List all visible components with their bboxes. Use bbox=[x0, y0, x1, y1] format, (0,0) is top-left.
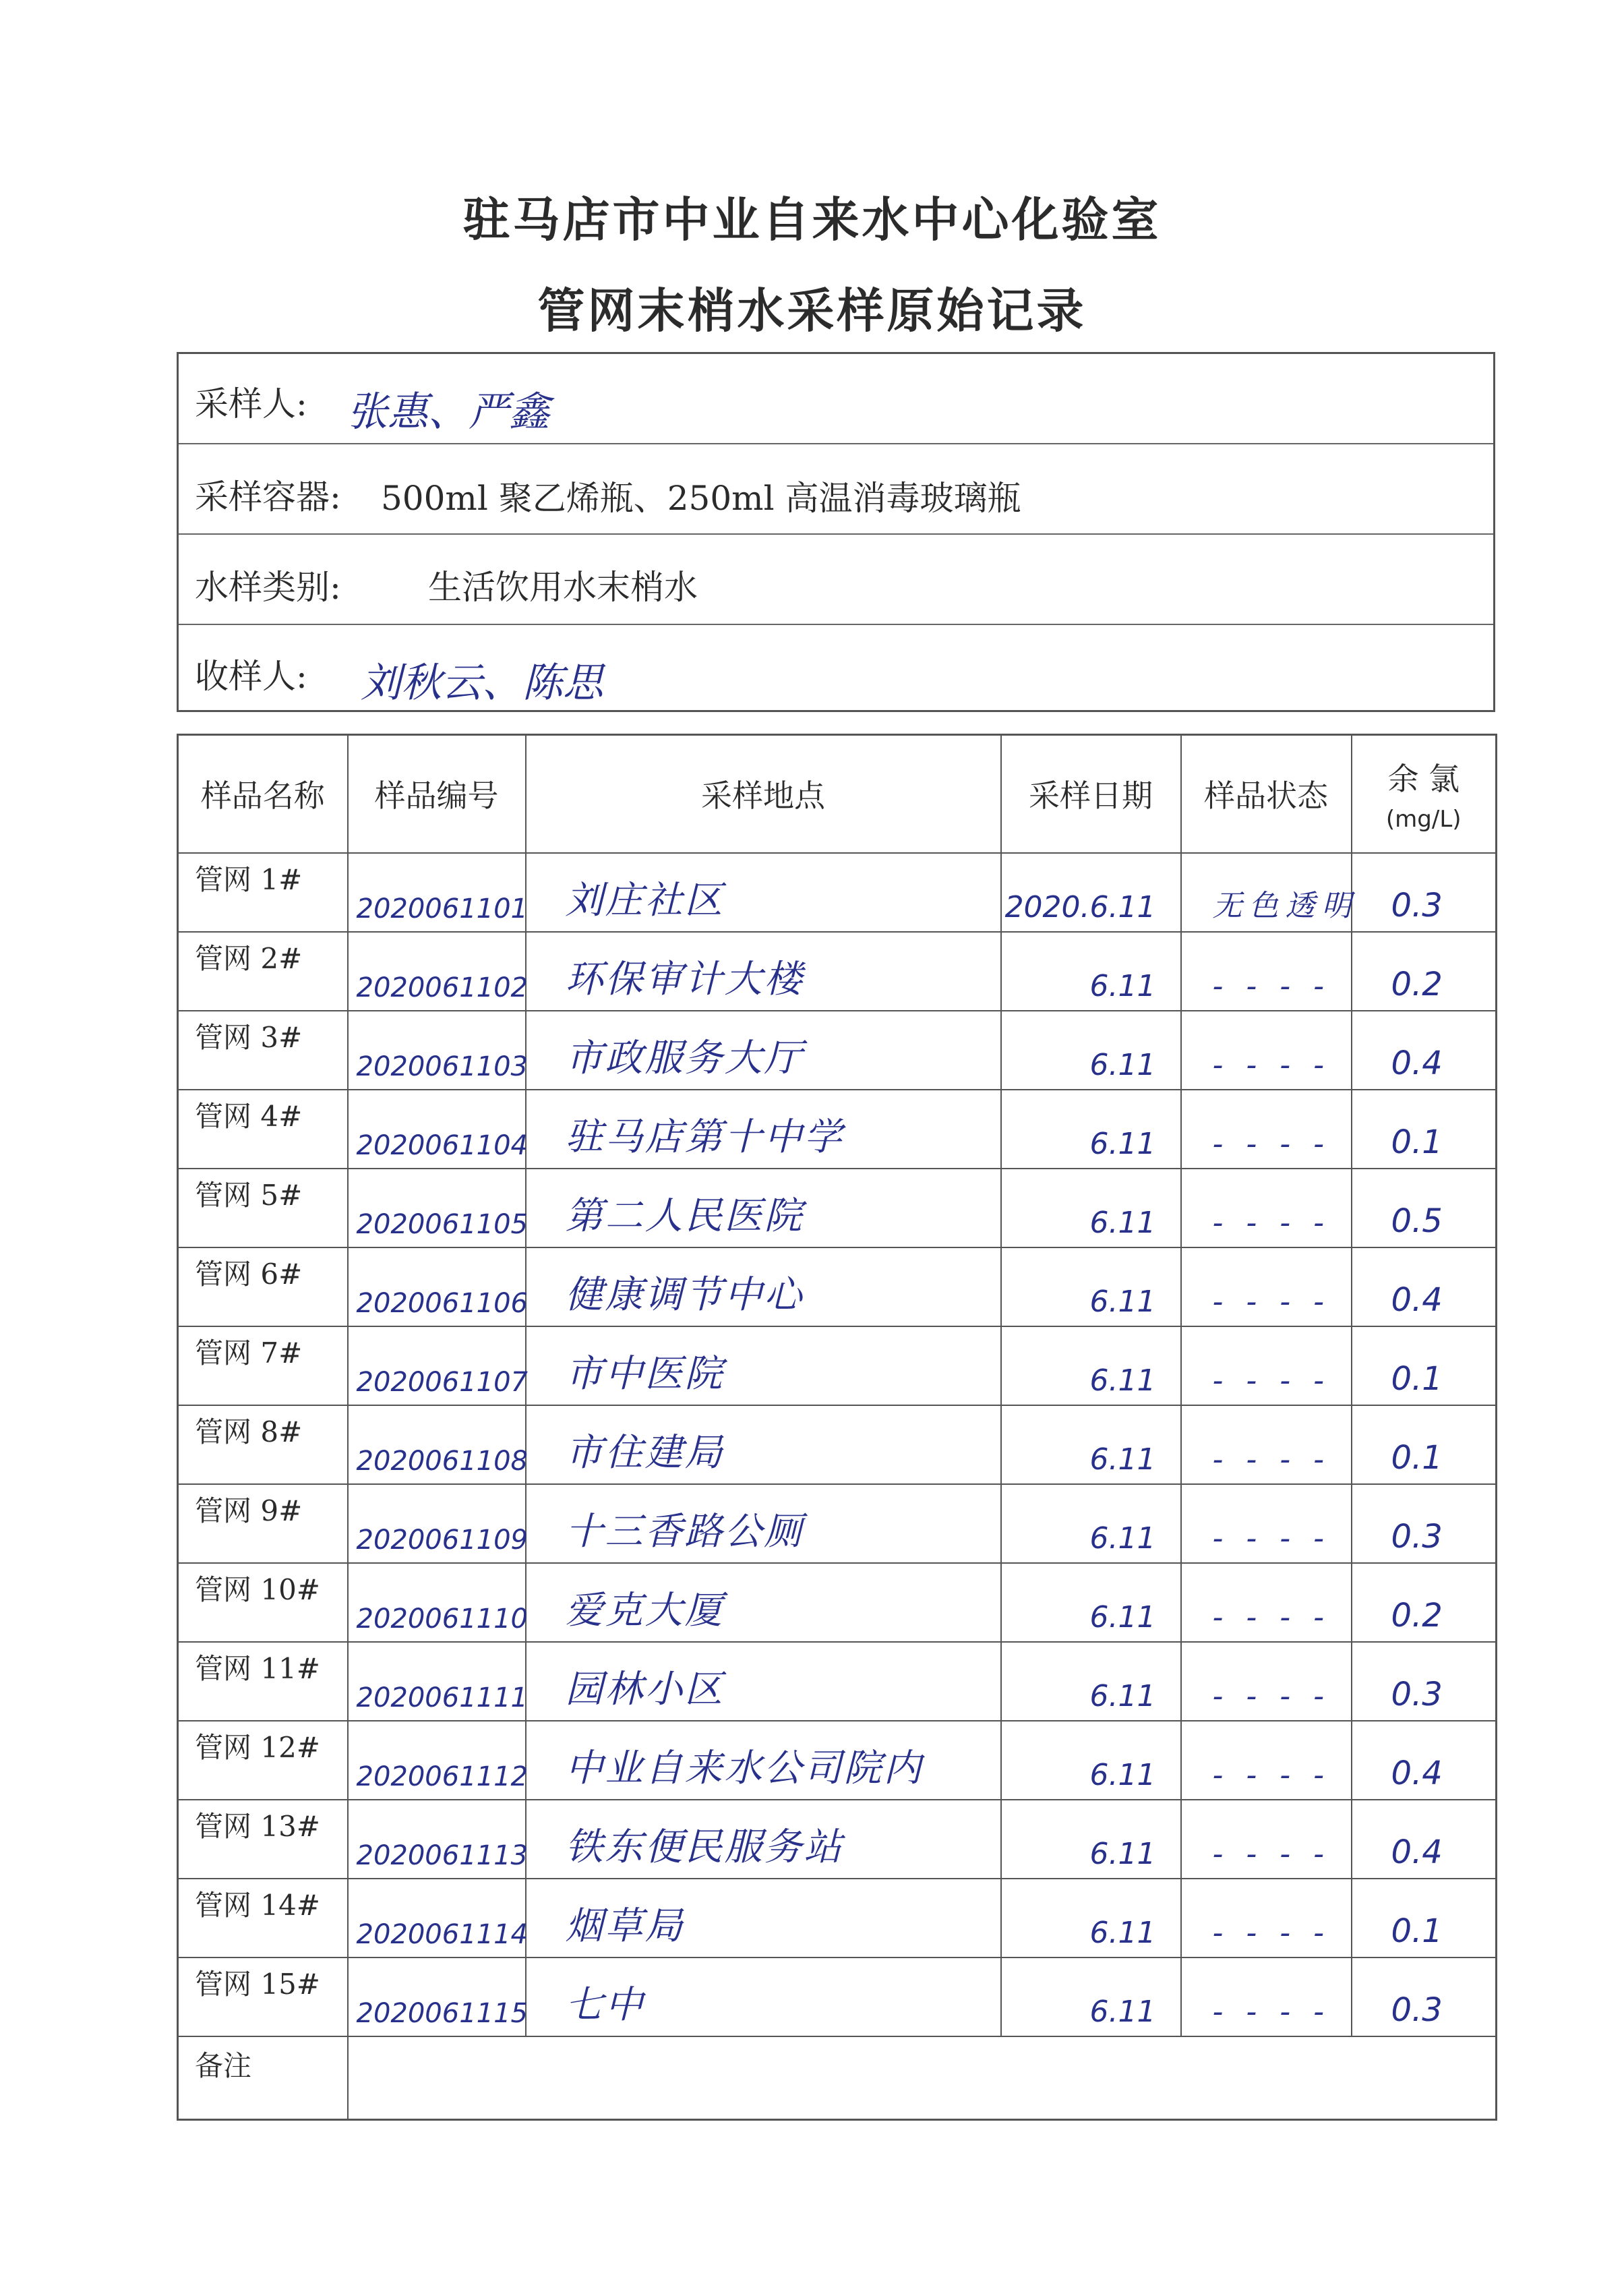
chlorine-value: 0.4 bbox=[1391, 1754, 1443, 1792]
document-title: 驻马店市中业自来水中心化验室 bbox=[462, 192, 1162, 247]
header-sample-name: 样品名称 bbox=[178, 735, 348, 853]
location: 烟草局 bbox=[565, 1904, 685, 1948]
sample-name: 管网 13# bbox=[195, 1809, 320, 1843]
location-cell bbox=[526, 1721, 1001, 1800]
location-cell bbox=[526, 1247, 1001, 1326]
chlorine-cell bbox=[1352, 1169, 1497, 1247]
sample-id: 2020061112 bbox=[356, 1761, 528, 1792]
chlorine-value: 0.4 bbox=[1391, 1281, 1443, 1319]
date-cell bbox=[1001, 1721, 1181, 1800]
location: 环保审计大楼 bbox=[565, 957, 804, 1001]
sample-state: - - - - bbox=[1212, 1836, 1331, 1871]
sample-id: 2020061113 bbox=[356, 1839, 528, 1871]
sampling-info-box bbox=[177, 352, 1495, 712]
date-cell bbox=[1001, 1563, 1181, 1642]
location: 中业自来水公司院内 bbox=[565, 1746, 924, 1790]
date-cell bbox=[1001, 1169, 1181, 1247]
sample-state: - - - - bbox=[1212, 1994, 1331, 2029]
table-row bbox=[178, 1326, 1497, 1405]
location: 刘庄社区 bbox=[565, 878, 725, 922]
location: 园林小区 bbox=[565, 1667, 725, 1711]
sample-id-cell bbox=[348, 1090, 526, 1169]
location: 第二人民医院 bbox=[565, 1194, 804, 1238]
header-sample-id: 样品编号 bbox=[348, 735, 526, 853]
sample-name: 管网 6# bbox=[195, 1257, 303, 1291]
sample-name-cell bbox=[178, 1563, 348, 1642]
chlorine-cell bbox=[1352, 853, 1497, 932]
sample-state: - - - - bbox=[1212, 1521, 1331, 1556]
chlorine-cell bbox=[1352, 1958, 1497, 2036]
sample-date: 6.11 bbox=[1089, 1205, 1156, 1240]
sample-date: 6.11 bbox=[1089, 1363, 1156, 1398]
chlorine-cell bbox=[1352, 1879, 1497, 1958]
state-cell bbox=[1181, 1800, 1352, 1879]
sample-id-cell bbox=[348, 1011, 526, 1090]
location-cell bbox=[526, 1484, 1001, 1563]
date-cell bbox=[1001, 1642, 1181, 1721]
table-row bbox=[178, 1958, 1497, 2036]
sample-date: 6.11 bbox=[1089, 1047, 1156, 1082]
sample-id: 2020061106 bbox=[356, 1287, 528, 1319]
sample-type-label: 水样类别: bbox=[195, 568, 341, 607]
sample-id: 2020061102 bbox=[356, 972, 528, 1003]
sample-name-cell bbox=[178, 1800, 348, 1879]
date-cell bbox=[1001, 1958, 1181, 2036]
sample-id: 2020061103 bbox=[356, 1051, 528, 1082]
state-cell bbox=[1181, 1326, 1352, 1405]
sample-id-cell bbox=[348, 853, 526, 932]
location: 市住建局 bbox=[565, 1430, 725, 1475]
date-cell bbox=[1001, 1879, 1181, 1958]
header-date: 采样日期 bbox=[1001, 735, 1181, 853]
sample-date: 6.11 bbox=[1089, 1126, 1156, 1161]
location: 健康调节中心 bbox=[565, 1272, 804, 1317]
sample-name: 管网 10# bbox=[195, 1572, 320, 1606]
chlorine-cell bbox=[1352, 1563, 1497, 1642]
location: 爱克大厦 bbox=[565, 1588, 725, 1632]
chlorine-value: 0.1 bbox=[1391, 1438, 1443, 1477]
table-row bbox=[178, 1090, 1497, 1169]
table-row bbox=[178, 1405, 1497, 1484]
sample-date: 6.11 bbox=[1089, 1521, 1156, 1556]
sample-name-cell bbox=[178, 1011, 348, 1090]
location-cell bbox=[526, 1563, 1001, 1642]
table-header-row bbox=[178, 735, 1497, 853]
sample-state: - - - - bbox=[1212, 1915, 1331, 1950]
state-cell bbox=[1181, 1484, 1352, 1563]
chlorine-value: 0.4 bbox=[1391, 1833, 1443, 1871]
sample-id-cell bbox=[348, 1958, 526, 2036]
state-cell bbox=[1181, 1563, 1352, 1642]
chlorine-cell bbox=[1352, 932, 1497, 1011]
state-cell bbox=[1181, 1879, 1352, 1958]
sample-name: 管网 9# bbox=[195, 1494, 303, 1527]
table-row bbox=[178, 1721, 1497, 1800]
sample-name-cell bbox=[178, 1169, 348, 1247]
table-row bbox=[178, 1247, 1497, 1326]
remark-row bbox=[178, 2036, 1497, 2120]
chlorine-cell bbox=[1352, 1800, 1497, 1879]
sample-date: 6.11 bbox=[1089, 1915, 1156, 1950]
table-row bbox=[178, 1011, 1497, 1090]
sample-date: 6.11 bbox=[1089, 1994, 1156, 2029]
container-row bbox=[179, 444, 1493, 535]
location-cell bbox=[526, 1879, 1001, 1958]
state-cell bbox=[1181, 1642, 1352, 1721]
sample-id: 2020061110 bbox=[356, 1603, 528, 1635]
sample-date: 6.11 bbox=[1089, 1442, 1156, 1477]
chlorine-cell bbox=[1352, 1326, 1497, 1405]
sample-name: 管网 11# bbox=[195, 1651, 320, 1685]
sample-state: - - - - bbox=[1212, 1678, 1331, 1713]
location-cell bbox=[526, 1958, 1001, 2036]
chlorine-value: 0.3 bbox=[1391, 1517, 1443, 1556]
state-cell bbox=[1181, 932, 1352, 1011]
sample-id-cell bbox=[348, 1247, 526, 1326]
sample-date: 6.11 bbox=[1089, 1678, 1156, 1713]
sample-id-cell bbox=[348, 1405, 526, 1484]
sample-name-cell bbox=[178, 1405, 348, 1484]
table-row bbox=[178, 1484, 1497, 1563]
location-cell bbox=[526, 1326, 1001, 1405]
table-row bbox=[178, 1563, 1497, 1642]
date-cell bbox=[1001, 1011, 1181, 1090]
table-row bbox=[178, 932, 1497, 1011]
sample-state: - - - - bbox=[1212, 1363, 1331, 1398]
state-cell bbox=[1181, 1247, 1352, 1326]
sample-name: 管网 7# bbox=[195, 1336, 303, 1370]
sample-id: 2020061104 bbox=[356, 1129, 528, 1161]
location: 十三香路公厕 bbox=[565, 1509, 804, 1554]
state-cell bbox=[1181, 1721, 1352, 1800]
sample-state: - - - - bbox=[1212, 1205, 1331, 1240]
sample-id: 2020061107 bbox=[356, 1366, 528, 1398]
chlorine-cell bbox=[1352, 1090, 1497, 1169]
table-row bbox=[178, 1642, 1497, 1721]
sample-name: 管网 14# bbox=[195, 1888, 320, 1922]
sample-type-row bbox=[179, 535, 1493, 625]
receiver-label: 收样人: bbox=[195, 657, 307, 696]
sample-date: 6.11 bbox=[1089, 1284, 1156, 1319]
table-row bbox=[178, 1879, 1497, 1958]
chlorine-cell bbox=[1352, 1484, 1497, 1563]
sample-id-cell bbox=[348, 1563, 526, 1642]
sample-name: 管网 1# bbox=[195, 862, 303, 896]
sample-id: 2020061111 bbox=[356, 1682, 528, 1713]
chlorine-value: 0.2 bbox=[1391, 965, 1443, 1003]
sample-name: 管网 2# bbox=[195, 941, 303, 975]
sample-state: - - - - bbox=[1212, 968, 1331, 1003]
date-cell bbox=[1001, 853, 1181, 932]
chlorine-value: 0.3 bbox=[1391, 1991, 1443, 2029]
header-location: 采样地点 bbox=[526, 735, 1001, 853]
document-subtitle: 管网末梢水采样原始记录 bbox=[537, 283, 1087, 338]
state-cell bbox=[1181, 1958, 1352, 2036]
date-cell bbox=[1001, 1326, 1181, 1405]
sample-id: 2020061101 bbox=[356, 893, 528, 924]
sample-state: - - - - bbox=[1212, 1599, 1331, 1635]
location-cell bbox=[526, 932, 1001, 1011]
sample-id: 2020061105 bbox=[356, 1208, 528, 1240]
sample-id: 2020061108 bbox=[356, 1445, 528, 1477]
sample-records-table bbox=[177, 734, 1497, 2121]
sample-date: 6.11 bbox=[1089, 1757, 1156, 1792]
sample-name: 管网 12# bbox=[195, 1730, 320, 1764]
location-cell bbox=[526, 1405, 1001, 1484]
date-cell bbox=[1001, 1484, 1181, 1563]
sample-state: - - - - bbox=[1212, 1126, 1331, 1161]
sample-name-cell bbox=[178, 1958, 348, 2036]
sample-id-cell bbox=[348, 1879, 526, 1958]
sample-id-cell bbox=[348, 1800, 526, 1879]
sample-name: 管网 15# bbox=[195, 1967, 320, 2001]
sample-name-cell bbox=[178, 1090, 348, 1169]
table-row bbox=[178, 1169, 1497, 1247]
location-cell bbox=[526, 853, 1001, 932]
date-cell bbox=[1001, 1247, 1181, 1326]
sample-name-cell bbox=[178, 853, 348, 932]
chlorine-value: 0.1 bbox=[1391, 1123, 1443, 1161]
header-chlorine-label: 余 氯 bbox=[1387, 761, 1460, 798]
state-cell bbox=[1181, 1090, 1352, 1169]
chlorine-cell bbox=[1352, 1405, 1497, 1484]
container-label: 采样容器: bbox=[195, 477, 341, 517]
chlorine-cell bbox=[1352, 1721, 1497, 1800]
location-cell bbox=[526, 1800, 1001, 1879]
chlorine-value: 0.4 bbox=[1391, 1044, 1443, 1082]
table-row bbox=[178, 1800, 1497, 1879]
chlorine-value: 0.5 bbox=[1391, 1202, 1443, 1240]
table-row bbox=[178, 853, 1497, 932]
sample-date: 6.11 bbox=[1089, 1599, 1156, 1635]
sample-id-cell bbox=[348, 932, 526, 1011]
remark-label: 备注 bbox=[195, 2049, 252, 2082]
sample-state: - - - - bbox=[1212, 1442, 1331, 1477]
sampler-row bbox=[179, 354, 1493, 444]
sample-name: 管网 4# bbox=[195, 1099, 303, 1133]
chlorine-value: 0.3 bbox=[1391, 886, 1443, 924]
header-state: 样品状态 bbox=[1181, 735, 1352, 853]
sample-name: 管网 3# bbox=[195, 1020, 303, 1054]
state-cell bbox=[1181, 1405, 1352, 1484]
sample-name: 管网 5# bbox=[195, 1178, 303, 1212]
state-cell bbox=[1181, 853, 1358, 932]
sample-name-cell bbox=[178, 1484, 348, 1563]
sample-date: 6.11 bbox=[1089, 968, 1156, 1003]
location: 驻马店第十中学 bbox=[565, 1115, 844, 1159]
date-cell bbox=[1001, 1090, 1181, 1169]
location-cell bbox=[526, 1642, 1001, 1721]
sample-date: 6.11 bbox=[1089, 1836, 1156, 1871]
header-chlorine bbox=[1352, 735, 1497, 853]
remark-content-cell bbox=[348, 2036, 1497, 2120]
receiver-row bbox=[179, 625, 1493, 712]
sample-id: 2020061115 bbox=[356, 1997, 528, 2029]
sample-name-cell bbox=[178, 1326, 348, 1405]
location: 市政服务大厅 bbox=[565, 1036, 804, 1080]
sample-date: 2020.6.11 bbox=[1004, 889, 1156, 924]
location: 市中医院 bbox=[565, 1351, 725, 1396]
location: 铁东便民服务站 bbox=[565, 1825, 844, 1869]
sample-name-cell bbox=[178, 1247, 348, 1326]
chlorine-value: 0.2 bbox=[1391, 1596, 1443, 1635]
sample-name: 管网 8# bbox=[195, 1415, 303, 1448]
sample-name-cell bbox=[178, 1642, 348, 1721]
chlorine-value: 0.3 bbox=[1391, 1675, 1443, 1713]
chlorine-cell bbox=[1352, 1642, 1497, 1721]
date-cell bbox=[1001, 1800, 1181, 1879]
state-cell bbox=[1181, 1011, 1352, 1090]
sample-id-cell bbox=[348, 1169, 526, 1247]
sample-id-cell bbox=[348, 1721, 526, 1800]
remark-label-cell bbox=[178, 2036, 348, 2120]
chlorine-cell bbox=[1352, 1011, 1497, 1090]
sampler-label: 采样人: bbox=[195, 384, 307, 423]
state-cell bbox=[1181, 1169, 1352, 1247]
sample-state: - - - - bbox=[1212, 1284, 1331, 1319]
sample-id-cell bbox=[348, 1484, 526, 1563]
sample-type-value: 生活饮用水末梢水 bbox=[428, 568, 698, 607]
location-cell bbox=[526, 1090, 1001, 1169]
sample-id-cell bbox=[348, 1642, 526, 1721]
chlorine-value: 0.1 bbox=[1391, 1912, 1443, 1950]
location: 七中 bbox=[565, 1982, 645, 2027]
container-value: 500ml 聚乙烯瓶、250ml 高温消毒玻璃瓶 bbox=[381, 479, 1021, 518]
date-cell bbox=[1001, 1405, 1181, 1484]
receiver-value: 刘秋云、陈思 bbox=[361, 659, 603, 707]
sample-id-cell bbox=[348, 1326, 526, 1405]
header-chlorine-unit: (mg/L) bbox=[1385, 806, 1462, 833]
sample-id: 2020061109 bbox=[356, 1524, 528, 1556]
date-cell bbox=[1001, 932, 1181, 1011]
sample-state: - - - - bbox=[1212, 1047, 1331, 1082]
sample-name-cell bbox=[178, 932, 348, 1011]
sample-name-cell bbox=[178, 1879, 348, 1958]
location-cell bbox=[526, 1169, 1001, 1247]
chlorine-value: 0.1 bbox=[1391, 1359, 1443, 1398]
location-cell bbox=[526, 1011, 1001, 1090]
sample-name-cell bbox=[178, 1721, 348, 1800]
sample-state: 无色透明 bbox=[1212, 888, 1358, 923]
sampler-value: 张惠、严鑫 bbox=[347, 388, 549, 436]
sample-state: - - - - bbox=[1212, 1757, 1331, 1792]
chlorine-cell bbox=[1352, 1247, 1497, 1326]
sample-id: 2020061114 bbox=[356, 1918, 528, 1950]
